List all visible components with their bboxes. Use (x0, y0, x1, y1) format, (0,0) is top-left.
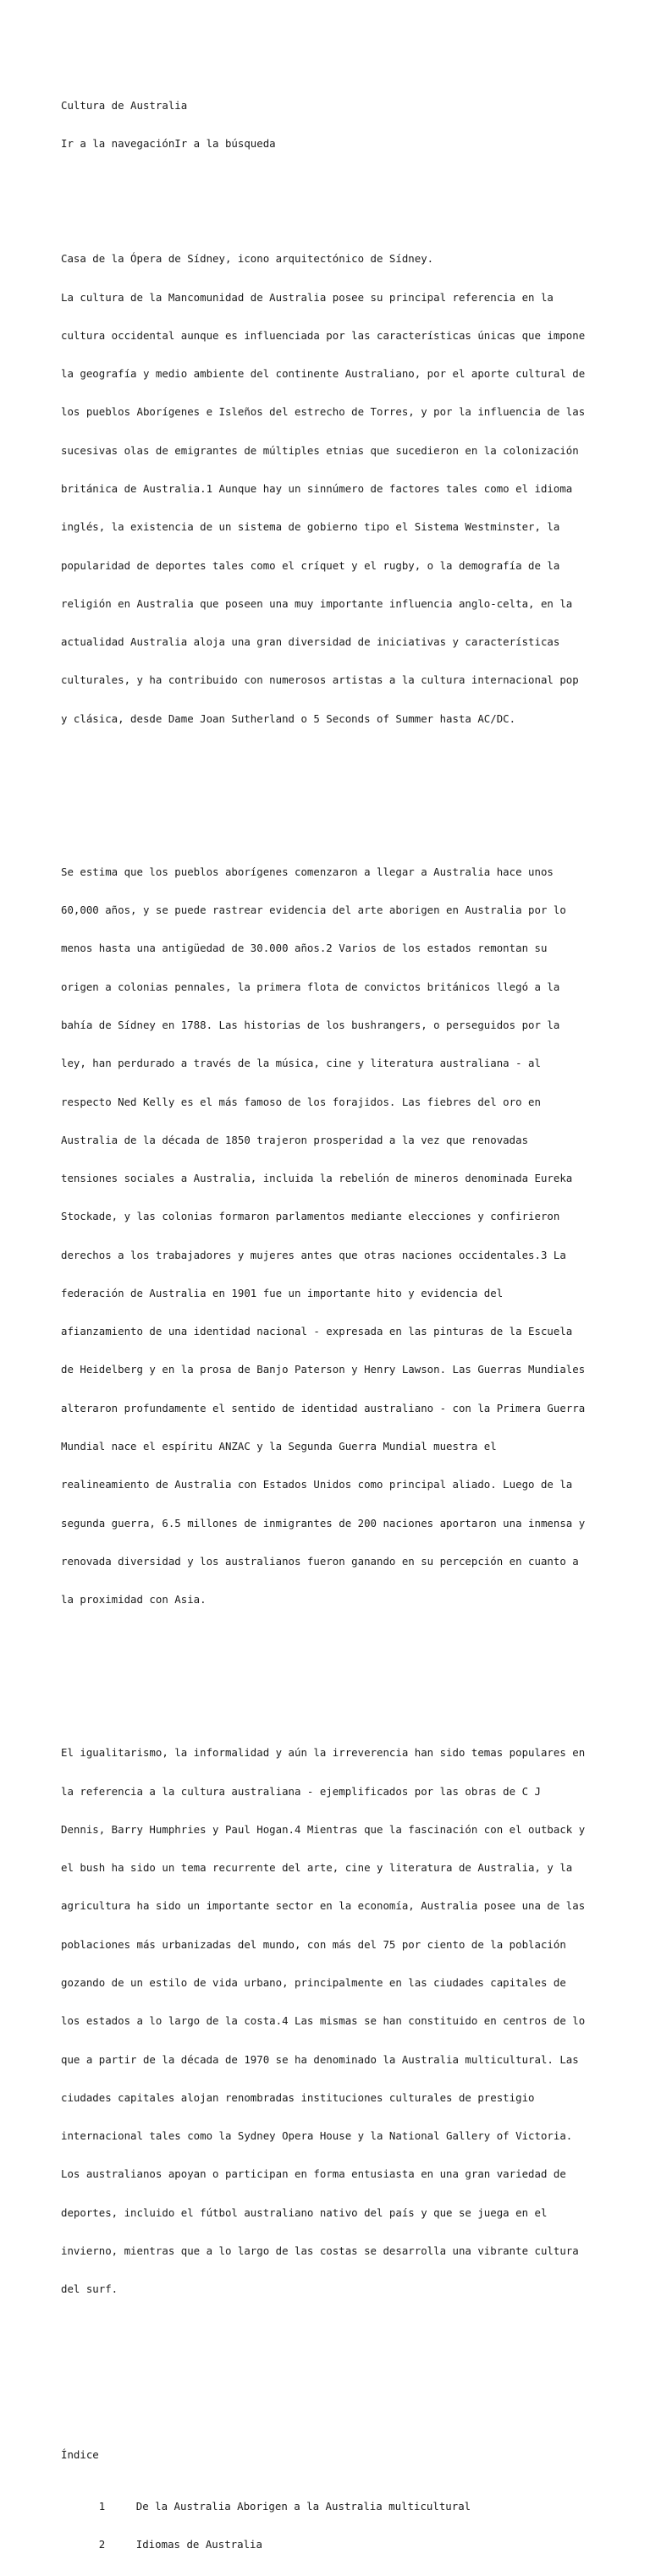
toc-item[interactable] (61, 2487, 603, 2513)
paragraph-line: sucesivas olas de emigrantes de múltiples etnias que sucedieron en la colonización (61, 443, 579, 457)
toc-heading: Índice (61, 2448, 99, 2462)
paragraph-line: Stockade, y las colonias formaron parlamentos mediante elecciones y confirieron (61, 1210, 560, 1223)
page-title: Cultura de Australia (61, 99, 188, 113)
image-caption: Casa de la Ópera de Sídney, icono arquitectónico de Sídney. (61, 252, 434, 266)
paragraph-line: segunda guerra, 6.5 millones de inmigrantes de 200 naciones aportaron una inmensa y (61, 1516, 586, 1530)
toc-item-label[interactable]: Idiomas de Australia (135, 2538, 262, 2551)
paragraph-line: renovada diversidad y los australianos fueron ganando en su percepción en cuanto a (61, 1554, 579, 1568)
toc-item[interactable] (61, 2525, 603, 2551)
paragraph-line: la referencia a la cultura australiana - ejemplificados por las obras de C J (61, 1784, 541, 1798)
spacer (61, 2359, 603, 2385)
paragraph-line: respecto Ned Kelly es el más famoso de los forajidos. Las fiebres del oro en (61, 1095, 541, 1108)
navigation-links[interactable]: Ir a la navegaciónIr a la búsqueda (61, 137, 276, 151)
paragraph-line: tensiones sociales a Australia, incluida la rebelión de mineros denominada Eureka (61, 1172, 573, 1185)
paragraph-line: culturales, y ha contribuido con numerosos artistas a la cultura internacional pop (61, 673, 579, 687)
paragraph-line: agricultura ha sido un importante sector en la economía, Australia posee una de las (61, 1899, 586, 1913)
toc-item-number: 1 (98, 2499, 106, 2513)
paragraph-line: popularidad de deportes tales como el críquet y el rugby, o la demografía de la (61, 558, 560, 572)
paragraph-line: inglés, la existencia de un sistema de gobierno tipo el Sistema Westminster, la (61, 520, 560, 534)
paragraph-line: Los australianos apoyan o participan en forma entusiasta en una gran variedad de (61, 2167, 566, 2181)
paragraph-line: los pueblos Aborígenes e Isleños del estrecho de Torres, y por la influencia de las (61, 405, 586, 419)
paragraph-line: y clásica, desde Dame Joan Sutherland o 5 Seconds of Summer hasta AC/DC. (61, 711, 516, 725)
document-page (61, 74, 603, 2576)
table-of-contents (61, 2423, 603, 2563)
paragraph-line: del surf. (61, 2282, 118, 2296)
paragraph-line: la proximidad con Asia. (61, 1593, 207, 1607)
spacer (61, 788, 603, 801)
paragraph-line: cultura occidental aunque es influenciada por las características únicas que impone (61, 328, 586, 342)
toc-item-label[interactable]: De la Australia Aborigen a la Australia multicultural (135, 2499, 471, 2513)
paragraph-line: alteraron profundamente el sentido de identidad australiano - con la Primera Guerra (61, 1401, 586, 1414)
paragraph-line: origen a colonias pennales, la primera flota de convictos británicos llegó a la (61, 980, 560, 993)
paragraph-line: Se estima que los pueblos aborígenes comenzaron a llegar a Australia hace unos (61, 865, 554, 878)
paragraph-line: deportes, incluido el fútbol australiano nativo del país y que se juega en el (61, 2205, 548, 2219)
paragraph-line: 60,000 años, y se puede rastrear evidencia del arte aborigen en Australia por lo (61, 904, 566, 917)
paragraph-society (61, 1721, 603, 2321)
paragraph-history (61, 840, 603, 1632)
paragraph-line: religión en Australia que poseen una muy importante influencia anglo-celta, en la (61, 596, 573, 610)
paragraph-line: derechos a los trabajadores y mujeres antes que otras naciones occidentales.3 La (61, 1248, 566, 1261)
paragraph-line: afianzamiento de una identidad nacional - expresada en las pinturas de la Escuela (61, 1325, 573, 1338)
toc-item-number: 2 (98, 2538, 106, 2551)
paragraph-line: La cultura de la Mancomunidad de Australia posee su principal referencia en la (61, 290, 554, 304)
paragraph-line: ciudades capitales alojan renombradas instituciones culturales de prestigio (61, 2090, 535, 2104)
paragraph-line: El igualitarismo, la informalidad y aún la irreverencia han sido temas populares en (61, 1746, 586, 1760)
paragraph-line: Dennis, Barry Humphries y Paul Hogan.4 Mientras que la fascinación con el outback y (61, 1822, 586, 1836)
paragraph-line: internacional tales como la Sydney Opera House y la National Gallery of Victoria. (61, 2129, 573, 2143)
paragraph-line: realineamiento de Australia con Estados Unidos como principal aliado. Luego de la (61, 1478, 573, 1491)
paragraph-line: invierno, mientras que a lo largo de las costas se desarrolla una vibrante cultura (61, 2244, 579, 2257)
paragraph-line: el bush ha sido un tema recurrente del arte, cine y literatura de Australia, y la (61, 1861, 573, 1875)
paragraph-line: británica de Australia.1 Aunque hay un sinnúmero de factores tales como el idioma (61, 482, 573, 495)
spacer (61, 1670, 603, 1683)
paragraph-line: bahía de Sídney en 1788. Las historias de los bushrangers, o perseguidos por la (61, 1018, 560, 1031)
paragraph-line: de Heidelberg y en la prosa de Banjo Paterson y Henry Lawson. Las Guerras Mundiales (61, 1363, 586, 1376)
paragraph-line: gozando de un estilo de vida urbano, principalmente en las ciudades capitales de (61, 1975, 566, 1989)
paragraph-line: los estados a lo largo de la costa.4 Las mismas se han constituido en centros de lo (61, 2014, 586, 2028)
paragraph-intro (61, 227, 603, 750)
paragraph-line: ley, han perdurado a través de la música, cine y literatura australiana - al (61, 1057, 541, 1070)
spacer (61, 176, 603, 189)
paragraph-line: la geografía y medio ambiente del continente Australiano, por el aporte cultural de (61, 367, 586, 381)
paragraph-line: Australia de la década de 1850 trajeron prosperidad a la vez que renovadas (61, 1133, 529, 1146)
paragraph-line: federación de Australia en 1901 fue un importante hito y evidencia del (61, 1286, 504, 1299)
paragraph-line: menos hasta una antigüedad de 30.000 años.2 Varios de los estados remontan su (61, 942, 548, 955)
paragraph-line: actualidad Australia aloja una gran diversidad de iniciativas y características (61, 635, 560, 649)
paragraph-line: Mundial nace el espíritu ANZAC y la Segunda Guerra Mundial muestra el (61, 1440, 497, 1453)
paragraph-line: que a partir de la década de 1970 se ha denominado la Australia multicultural. Las (61, 2052, 579, 2066)
paragraph-line: poblaciones más urbanizadas del mundo, con más del 75 por ciento de la población (61, 1937, 566, 1951)
